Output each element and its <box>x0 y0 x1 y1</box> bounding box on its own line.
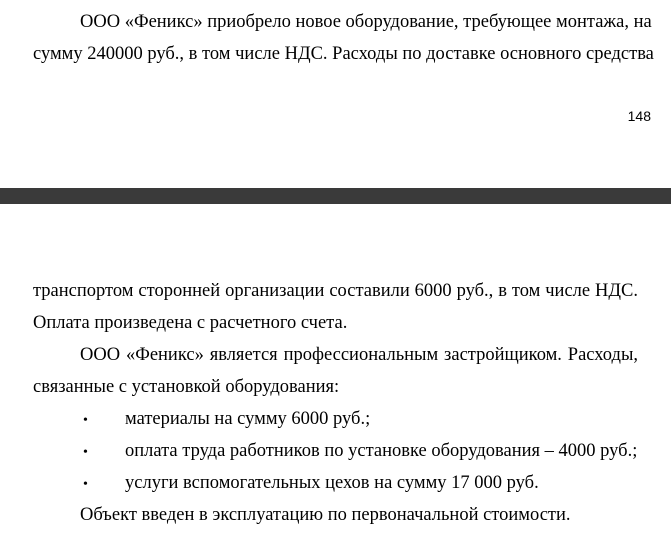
list-item: услуги вспомогательных цехов на сумму 17 000 руб. <box>125 473 539 493</box>
text-line: Объект введен в эксплуатацию по первоначальной стоимости. <box>80 505 571 525</box>
text-line: ООО «Феникс» приобрело новое оборудование, требующее монтажа, на <box>80 12 652 32</box>
list-item: материалы на сумму 6000 руб.; <box>125 409 371 429</box>
page-148 <box>0 0 671 188</box>
text-line: транспортом сторонней организации составили 6000 руб., в том числе НДС. <box>33 281 638 301</box>
text-line: ООО «Феникс» является профессиональным застройщиком. Расходы, <box>80 345 638 365</box>
text-line: связанные с установкой оборудования: <box>33 377 340 397</box>
text-line: сумму 240000 руб., в том числе НДС. Расходы по доставке основного средства <box>33 44 654 64</box>
page-separator <box>0 188 671 204</box>
text-line: Оплата произведена с расчетного счета. <box>33 313 348 333</box>
page-number: 148 <box>627 108 651 124</box>
list-item: оплата труда работников по установке оборудования – 4000 руб.; <box>125 441 638 461</box>
bullet-icon: • <box>83 445 88 460</box>
bullet-icon: • <box>83 477 88 492</box>
bullet-icon: • <box>83 413 88 428</box>
